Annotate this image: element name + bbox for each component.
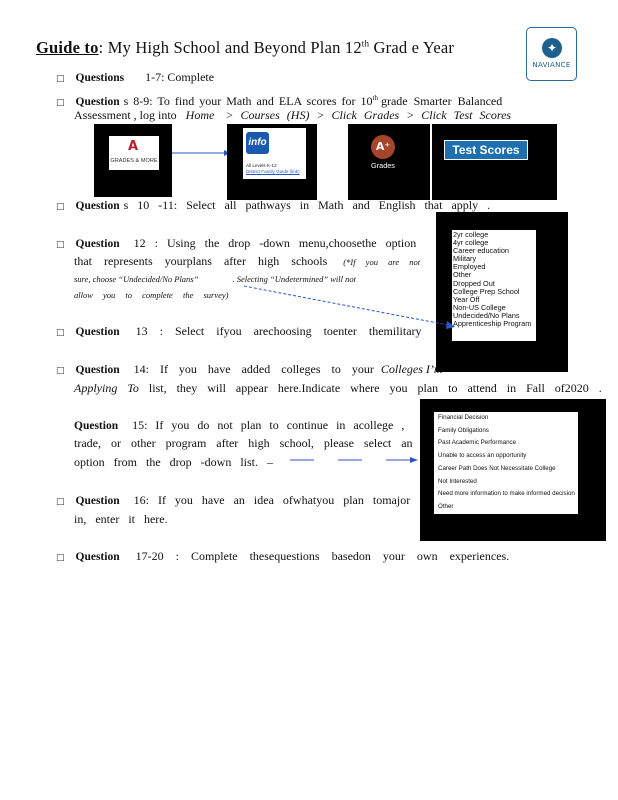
dropdown-option[interactable]: Non-US College [453, 302, 506, 312]
dropdown-option[interactable]: 2yr college [453, 230, 489, 239]
list-item: □ Question 14: If you have added colleges to your Colleges I’m [56, 362, 443, 376]
checkbox-icon: □ [56, 202, 65, 212]
dropdown-option[interactable]: Apprenticeship Program [453, 319, 532, 329]
info-link[interactable]: District Family Guide (link) [246, 169, 300, 174]
guide-label: Guide to [36, 38, 99, 57]
checkbox-icon: □ [56, 553, 65, 563]
dropdown-option[interactable]: Financial Decision [438, 414, 489, 421]
list-item: Question 15: If you do not plan to continue in acollege , [74, 418, 405, 432]
checkbox-icon: □ [56, 328, 65, 338]
list-item: □ Question 17-20 : Complete thesequestions basedon your own experiences. [56, 549, 510, 563]
dropdown-option[interactable]: Unable to access an opportunity [438, 452, 527, 460]
dropdown-option[interactable]: Family Obligations [438, 426, 489, 434]
dropdown-option[interactable]: Other [453, 270, 472, 280]
dropdown-option[interactable]: Not Interested [438, 477, 477, 485]
dropdown-option[interactable]: 4yr college [453, 238, 489, 248]
dropdown-option[interactable]: Year Off [453, 294, 480, 304]
dropdown-option[interactable]: Military [453, 254, 477, 264]
arrow-connector [172, 142, 230, 164]
naviance-logo: ✦ NAVIANCE [526, 27, 577, 81]
dashed-arrow-connector [290, 455, 420, 465]
grades-a-plus-icon: A⁺ [371, 135, 395, 159]
page-title: Guide to: My High School and Beyond Plan 12th Grad e Year [36, 38, 455, 57]
dropdown-option[interactable]: Past Academic Performance [438, 439, 517, 447]
dropdown-option[interactable]: Career education [453, 246, 509, 256]
checkbox-icon: □ [56, 366, 65, 376]
logo-text: NAVIANCE [532, 61, 571, 69]
list-item: □ Questions 1-7: Complete [56, 70, 215, 84]
title-text: My High School and Beyond Plan 12 [107, 38, 362, 57]
list-item: □ Question 12 : Using the drop -down menu,choosethe option [56, 236, 417, 250]
dropdown-option[interactable]: Career Path Does Not Necessitate College [438, 464, 556, 472]
dropdown-option[interactable]: Need more information to make informed decision [438, 490, 575, 498]
checkbox-icon: □ [56, 240, 65, 250]
test-scores-button[interactable]: Test Scores [445, 141, 527, 159]
dropdown-option[interactable]: Other [438, 502, 454, 510]
plans-dropdown-list [452, 230, 536, 341]
reasons-dropdown-list [434, 412, 578, 514]
list-item: □ Question 16: If you have an idea ofwhatyou plan tomajor [56, 493, 411, 507]
dropdown-option[interactable]: Dropped Out [453, 278, 495, 288]
checkbox-icon: □ [56, 98, 65, 108]
dropdown-option[interactable]: College Prep School [453, 286, 520, 296]
list-item: □ Question s 8-9: To find your Math and ELA scores for 10th grade Smarter Balanced [56, 94, 503, 108]
test-scores-screenshot [432, 124, 557, 200]
list-item: □ Question s 10 -11: Select all pathways in Math and English that apply . [56, 198, 491, 212]
dashed-arrow-connector [244, 282, 456, 330]
checkbox-icon: □ [56, 74, 65, 84]
info-icon: info [246, 132, 269, 154]
checkbox-icon: □ [56, 497, 65, 507]
dropdown-option[interactable]: Undecided/No Plans [453, 310, 520, 320]
a-plus-icon: A [128, 139, 139, 154]
list-item: □ Question 13 : Select ifyou arechoosing toenter themilitary [56, 324, 422, 338]
dropdown-option[interactable]: Employed [453, 262, 486, 272]
title-end: Grad e Year [373, 38, 455, 57]
